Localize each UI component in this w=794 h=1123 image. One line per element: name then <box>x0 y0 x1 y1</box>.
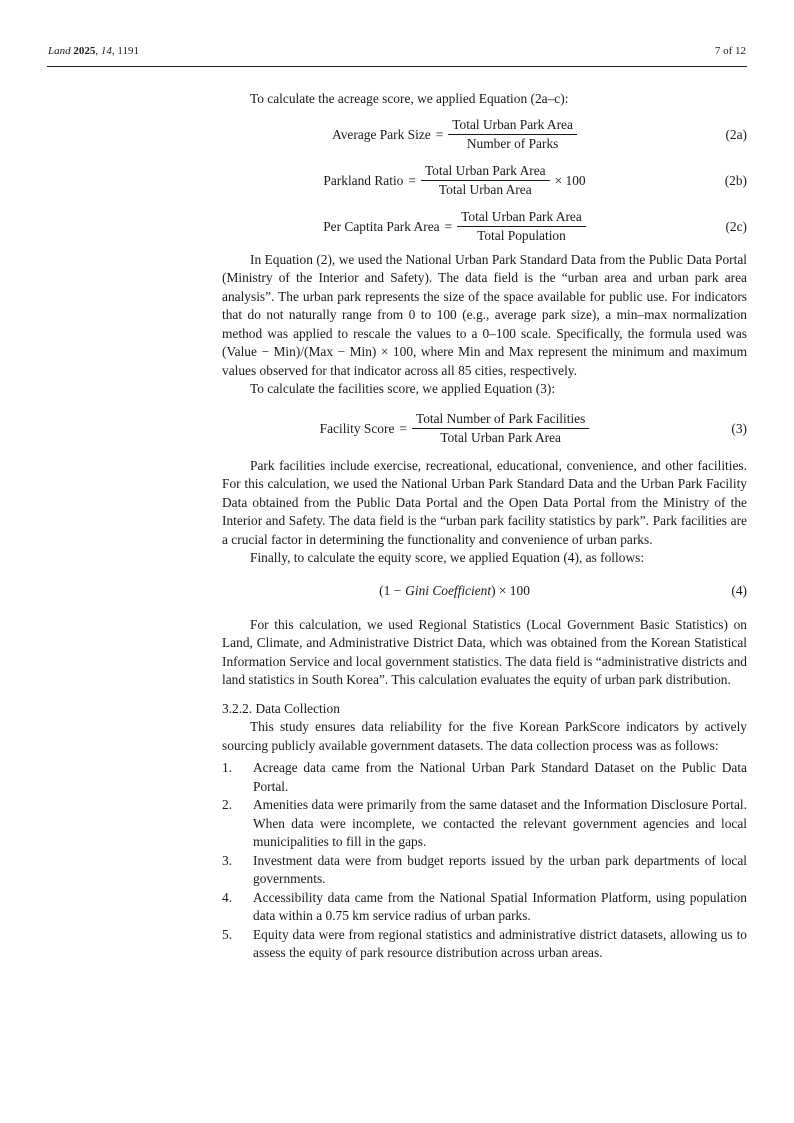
list-item: 4. Accessibility data came from the National Spatial Information Platform, using population data within a 0.75 km service radius of urban parks. <box>222 889 747 923</box>
eq2b-lhs: Parkland Ratio <box>323 172 404 188</box>
eq2b-multiplier: × 100 <box>554 172 586 188</box>
equation-2a: Average Park Size = $\frac{\text{Total Urban Park Area}}{\text{Number of Parks}}$ (2a) <box>332 117 747 151</box>
eq2a-fraction <box>448 117 577 152</box>
list-item: 5. Equity data were from regional statistics and administrative district datasets, allowing us to assess the equity of park resource distribution across urban areas. <box>222 926 747 960</box>
paragraph-equation-2: In Equation (2), we used the National Urban Park Standard Data from the Public Data Portal (Ministry of the Interior and Safety). The data field is the “urban area and urban park area analysis”. The urban park represents the size of the space available for public use. For indicators that do not naturally range from 0 to 100 (e.g., average park size), a min–max normalization method was applied to rescale the values to a 0–100 scale. Specifically, the formula used was (Value − Min)/(Max − Min) × 100, where Min and Max represent the minimum and maximum values observed for that indicator across all 85 cities, respectively. <box>222 251 747 378</box>
journal-volume: 14 <box>100 45 112 57</box>
paragraph-data-collection: This study ensures data reliability for the five Korean ParkScore indicators by actively sourcing publicly available government datasets. The data collection process was as follows: <box>222 719 747 753</box>
running-header-citation: Land 2025, 14, 1191 <box>48 45 139 57</box>
page-number: 7 of 12 <box>714 45 746 57</box>
eq3-number: (3) <box>731 420 747 436</box>
equation-2c: Per Captita Park Area = $\frac{\text{Total Urban Park Area}}{\text{Total Population}}$ (2c) <box>323 209 747 243</box>
eq3-numerator: Total Number of Park Facilities <box>412 411 589 429</box>
page-body <box>222 90 747 963</box>
eq2a-numerator: Total Urban Park Area <box>448 117 577 135</box>
eq2b-denominator: Total Urban Area <box>438 182 532 197</box>
data-collection-list <box>222 759 747 963</box>
eq4-number: (4) <box>731 582 747 598</box>
equation-3: Facility Score = $\frac{\text{Total Number of Park Facilities}}{\text{Total Urban Park Area}}$ (3) <box>319 411 747 445</box>
eq2a-denominator: Number of Parks <box>466 136 559 151</box>
eq2c-lhs: Per Captita Park Area <box>323 218 440 234</box>
equation-2b: Parkland Ratio = $\frac{\text{Total Urban Park Area}}{\text{Total Urban Area}}$ × 100 (2b) <box>323 163 747 197</box>
eq3-denominator: Total Urban Park Area <box>440 430 561 445</box>
eq2b-number: (2b) <box>724 172 747 188</box>
header-rule <box>47 66 747 67</box>
eq2b-numerator: Total Urban Park Area <box>421 163 550 181</box>
paragraph-equity: For this calculation, we used Regional Statistics (Local Government Basic Statistics) on Land, Climate, and Administrative District Data, which was obtained from the Korean Statistical Information Service and local government statistics. The data field is “administrative districts and land statistics in South Korea”. This calculation evaluates the equity of urban park distribution. <box>222 616 747 687</box>
facility-intro: To calculate the facilities score, we applied Equation (3): <box>250 381 556 396</box>
list-item: 2. Amenities data were primarily from the same dataset and the Information Disclosure Portal. When data were incomplete, we contacted the relevant government agencies and local municipalities to fill in the gaps. <box>222 797 747 849</box>
journal-year: 2025 <box>73 45 96 57</box>
eq2c-numerator: Total Urban Park Area <box>457 209 586 227</box>
eq3-fraction <box>412 411 589 446</box>
eq2a-lhs: Average Park Size <box>332 126 431 142</box>
equity-intro: Finally, to calculate the equity score, we applied Equation (4), as follows: <box>250 550 645 565</box>
list-item: 1. Acreage data came from the National Urban Park Standard Dataset on the Public Data Portal. <box>222 760 747 794</box>
equation-4 <box>222 576 747 606</box>
eq2c-fraction <box>457 209 586 244</box>
eq2b-fraction <box>421 163 550 198</box>
eq4-gini-term: Gini Coefficient <box>405 582 492 598</box>
list-item: 3. Investment data were from budget reports issued by the urban park departments of local governments. <box>222 852 747 886</box>
eq2c-denominator: Total Population <box>477 228 566 243</box>
paragraph-facilities: Park facilities include exercise, recreational, educational, convenience, and other facilities. For this calculation, we used the National Urban Park Standard Data and the Urban Park Facility Data obtained from the Public Data Portal and the Open Data Portal from the Ministry of the Interior and Safety. The data field is the “urban park facility statistics by park”. Park facilities are a crucial factor in determining the functionality and convenience of urban parks. <box>222 457 747 547</box>
eq2c-number: (2c) <box>725 218 747 234</box>
subsection-heading: 3.2.2. Data Collection <box>222 700 340 716</box>
eq4-close: ) × 100 <box>491 582 530 598</box>
journal-name: Land <box>48 45 71 57</box>
eq3-lhs: Facility Score <box>319 420 395 436</box>
article-number: 1191 <box>117 45 139 57</box>
acreage-intro: To calculate the acreage score, we applied Equation (2a–c): <box>250 91 569 106</box>
eq2a-number: (2a) <box>725 126 747 142</box>
eq4-open: (1 − <box>379 582 402 598</box>
